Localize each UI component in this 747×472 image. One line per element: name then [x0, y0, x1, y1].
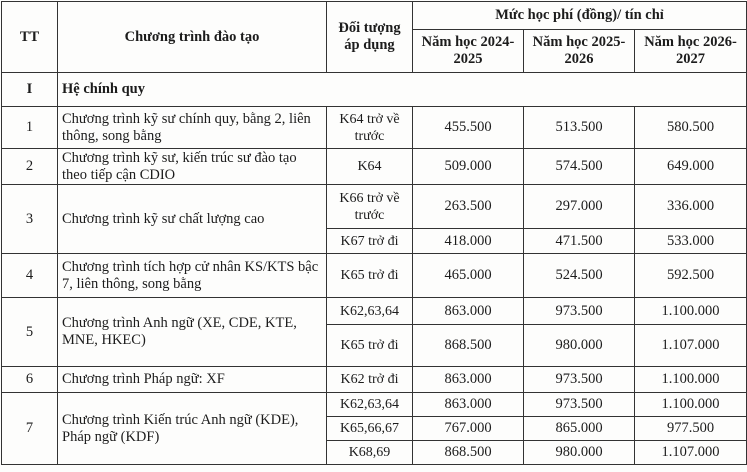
target-cohort: K64 trở về trước	[327, 107, 413, 149]
fee-cell: 977.500	[635, 417, 747, 441]
fee-cell: 297.000	[524, 185, 635, 229]
fee-cell: 513.500	[524, 107, 635, 149]
program-name: Chương trình Anh ngữ (XE, CDE, KTE, MNE, HKEC)	[58, 298, 327, 367]
target-cohort: K65,66,67	[327, 417, 413, 441]
fee-cell: 455.500	[413, 107, 524, 149]
section-title: Hệ chính quy	[58, 73, 747, 107]
fee-cell: 980.000	[524, 441, 635, 465]
target-cohort: K66 trở về trước	[327, 185, 413, 229]
fee-cell: 973.500	[524, 298, 635, 325]
row-number: 3	[2, 185, 58, 254]
row-number: 2	[2, 149, 58, 185]
section-index: I	[2, 73, 58, 107]
fee-cell: 868.500	[413, 325, 524, 367]
fee-cell: 580.500	[635, 107, 747, 149]
table-row	[2, 107, 747, 149]
fee-cell: 980.000	[524, 325, 635, 367]
row-number: 4	[2, 254, 58, 298]
fee-cell: 471.500	[524, 229, 635, 254]
program-name: Chương trình tích hợp cử nhân KS/KTS bậc 7, liên thông, song bằng	[58, 254, 327, 298]
fee-cell: 649.000	[635, 149, 747, 185]
target-cohort: K65 trở đi	[327, 325, 413, 367]
table-row	[2, 298, 747, 325]
program-name: Chương trình kỹ sư chính quy, bằng 2, liên thông, song bằng	[58, 107, 327, 149]
fee-cell: 509.000	[413, 149, 524, 185]
fee-cell: 1.107.000	[635, 441, 747, 465]
target-cohort: K62,63,64	[327, 298, 413, 325]
target-cohort: K67 trở đi	[327, 229, 413, 254]
table-row	[2, 149, 747, 185]
fee-cell: 592.500	[635, 254, 747, 298]
program-name: Chương trình kỹ sư, kiến trúc sư đào tạo theo tiếp cận CDIO	[58, 149, 327, 185]
fee-cell: 1.100.000	[635, 298, 747, 325]
fee-cell: 973.500	[524, 367, 635, 393]
fee-cell: 524.500	[524, 254, 635, 298]
fee-cell: 863.000	[413, 393, 524, 417]
table-row	[2, 393, 747, 417]
fee-cell: 1.100.000	[635, 393, 747, 417]
fee-cell: 418.000	[413, 229, 524, 254]
target-cohort: K62 trở đi	[327, 367, 413, 393]
fee-cell: 574.500	[524, 149, 635, 185]
fee-cell: 1.100.000	[635, 367, 747, 393]
fee-cell: 336.000	[635, 185, 747, 229]
fee-cell: 863.000	[413, 298, 524, 325]
fee-cell: 973.500	[524, 393, 635, 417]
target-cohort: K68,69	[327, 441, 413, 465]
tuition-fee-table	[1, 1, 747, 465]
target-cohort: K65 trở đi	[327, 254, 413, 298]
header-row-1	[2, 2, 747, 30]
fee-cell: 533.000	[635, 229, 747, 254]
program-name: Chương trình Pháp ngữ: XF	[58, 367, 327, 393]
header-fee-group: Mức học phí (đồng)/ tín chỉ	[413, 2, 747, 30]
row-number: 1	[2, 107, 58, 149]
header-year: Năm học 2025-2026	[524, 30, 635, 73]
fee-cell: 868.500	[413, 441, 524, 465]
fee-cell: 263.500	[413, 185, 524, 229]
fee-cell: 863.000	[413, 367, 524, 393]
target-cohort: K64	[327, 149, 413, 185]
header-tt: TT	[2, 2, 58, 73]
program-name: Chương trình Kiến trúc Anh ngữ (KDE), Pháp ngữ (KDF)	[58, 393, 327, 465]
fee-cell: 865.000	[524, 417, 635, 441]
row-number: 7	[2, 393, 58, 465]
header-program: Chương trình đào tạo	[58, 2, 327, 73]
table-row	[2, 254, 747, 298]
row-number: 6	[2, 367, 58, 393]
header-year: Năm học 2024-2025	[413, 30, 524, 73]
header-target: Đối tượng áp dụng	[327, 2, 413, 73]
fee-cell: 465.000	[413, 254, 524, 298]
header-year: Năm học 2026-2027	[635, 30, 747, 73]
fee-cell: 767.000	[413, 417, 524, 441]
program-name: Chương trình kỹ sư chất lượng cao	[58, 185, 327, 254]
fee-cell: 1.107.000	[635, 325, 747, 367]
table-row	[2, 185, 747, 229]
section-row	[2, 73, 747, 107]
target-cohort: K62,63,64	[327, 393, 413, 417]
row-number: 5	[2, 298, 58, 367]
table-row	[2, 367, 747, 393]
